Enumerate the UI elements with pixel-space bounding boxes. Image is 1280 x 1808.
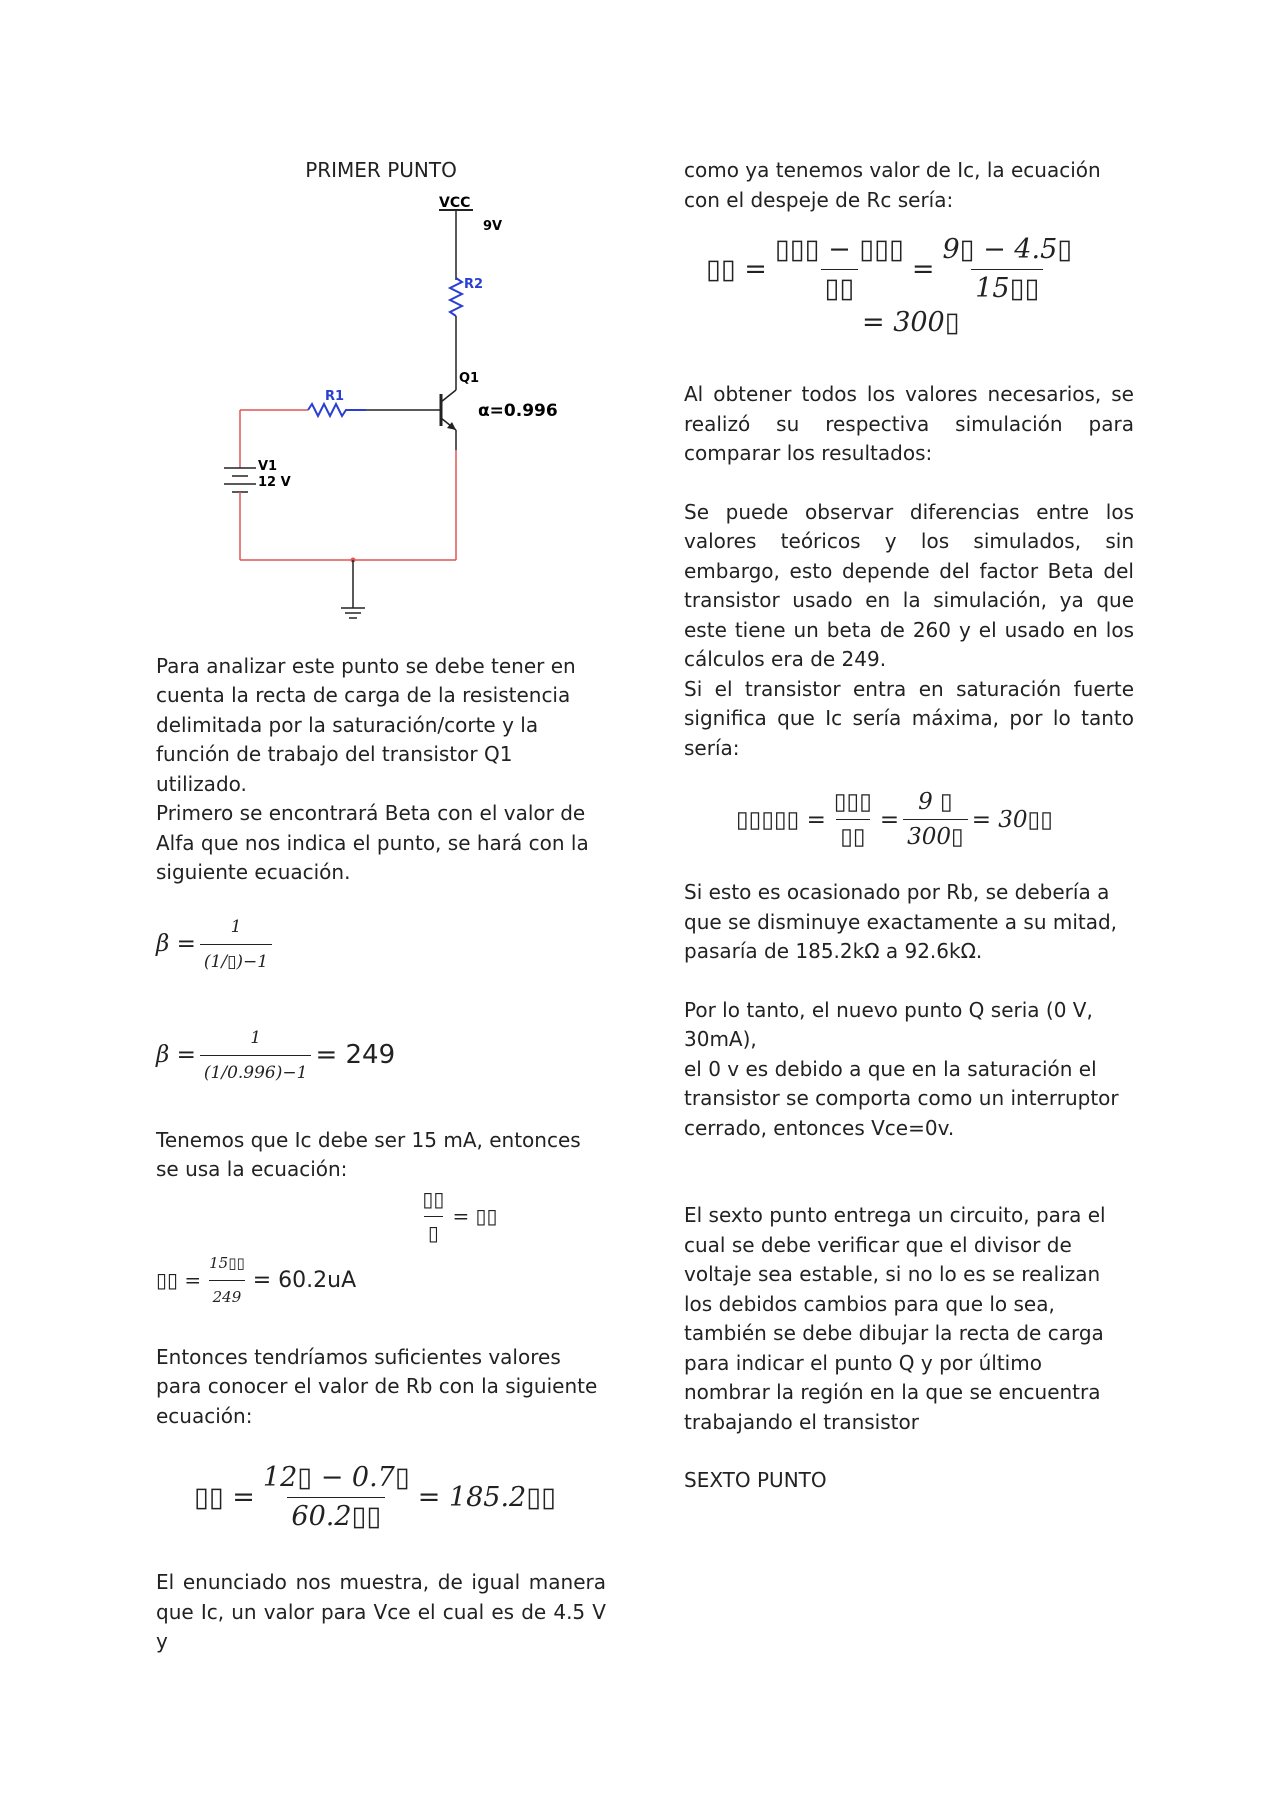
r2-label: R2: [464, 276, 484, 292]
eq-rc-fraction-1: [771, 233, 908, 306]
eq-beta2-num: 1: [250, 1027, 262, 1048]
equation-ib-1: [156, 1185, 606, 1249]
r1-label: R1: [325, 388, 345, 404]
equation-icsat: [684, 787, 1134, 852]
eq-icsat-equals: =: [879, 806, 900, 833]
eq-icsat-num2: 9 ▯: [918, 789, 953, 815]
eq-icsat-result: = 30▯▯: [971, 806, 1053, 833]
eq-ib2-den: 249: [209, 1280, 246, 1313]
eq-rb-lhs: ▯▯ =: [194, 1481, 255, 1513]
eq-beta1-num: 1: [230, 916, 242, 937]
eq-icsat-fraction-2: [903, 787, 968, 852]
heading-sexto-punto: SEXTO PUNTO: [684, 1468, 827, 1492]
eq-icsat-num1: ▯▯▯: [833, 789, 872, 815]
eq-rb-result: = 185.2▯▯: [417, 1481, 556, 1513]
eq-icsat-lhs: ▯▯▯▯▯ =: [736, 806, 826, 833]
eq-beta1-den: (1/▯)−1: [200, 944, 272, 977]
eq-ib2-num: 15▯▯: [209, 1253, 245, 1272]
eq-rc-num1: ▯▯▯ − ▯▯▯: [774, 234, 904, 265]
left-paragraph-5: El enunciado nos muestra, de igual manera que Ic, un valor para Vce el cual es de 4.5 V y: [156, 1570, 606, 1653]
equation-ib-2: [156, 1249, 606, 1313]
right-paragraph-3: Se puede observar diferencias entre los valores teóricos y los simulados, sin embargo, esto depende del factor Beta del transistor usado en la simulación, ya que este tiene un beta de 260 y el usado en los cálculos era de 249.: [684, 499, 1134, 671]
vcc-value: 9V: [483, 218, 503, 234]
r1-resistor: [308, 404, 366, 416]
eq-rc-den2: 15▯▯: [971, 269, 1043, 306]
eq-rc-equals: =: [911, 253, 935, 285]
eq-beta2-result: = 249: [315, 1040, 396, 1070]
eq-icsat-fraction-1: [830, 787, 876, 852]
eq-ib-fraction: [418, 1185, 448, 1249]
eq-rb-num: 12▯ − 0.7▯: [262, 1462, 410, 1493]
eq-rc-result: = 300▯: [862, 307, 960, 338]
q1-collector: [441, 390, 456, 402]
alpha-label: α=0.996: [478, 400, 558, 421]
equation-beta-2: [156, 1023, 606, 1088]
eq-rb-fraction: [259, 1461, 414, 1534]
eq-beta2-den: (1/0.996)−1: [200, 1055, 312, 1088]
eq-icsat-den1: ▯▯: [836, 819, 869, 852]
eq-beta1-lhs: β =: [156, 931, 196, 957]
v1-value: 12 V: [258, 474, 291, 490]
left-paragraph-3: Tenemos que Ic debe ser 15 mA, entonces se usa la ecuación:: [156, 1127, 581, 1181]
eq-ib2-fraction: [205, 1249, 249, 1313]
right-paragraph-4: Si el transistor entra en saturación fuerte significa que Ic sería máxima, por lo tanto sería:: [684, 676, 1134, 760]
eq-rc-num2: 9▯ − 4.5▯: [942, 234, 1073, 265]
left-column: [156, 156, 606, 1657]
right-paragraph-5: Si esto es ocasionado por Rb, se debería a que se disminuye exactamente a su mitad, pasaría de 185.2kΩ a 92.6kΩ.: [684, 880, 1118, 963]
right-column: [684, 156, 1134, 1496]
right-paragraph-2: Al obtener todos los valores necesarios, se realizó su respectiva simulación para comparar los resultados:: [684, 382, 1134, 465]
r2-resistor: [450, 278, 462, 316]
heading-primer-punto: PRIMER PUNTO: [305, 158, 457, 182]
eq-ib-rhs: = ▯▯: [452, 1203, 498, 1228]
eq-ib-num: ▯▯: [422, 1186, 445, 1211]
vcc-label: VCC: [439, 194, 471, 211]
circuit-diagram: [156, 190, 606, 630]
eq-beta2-lhs: β =: [156, 1042, 196, 1068]
right-paragraph-7: el 0 v es debido a que en la saturación el transistor se comporta como un interruptor cerrado, entonces Vce=0v.: [684, 1056, 1119, 1140]
right-paragraph-8: El sexto punto entrega un circuito, para el cual se debe verificar que el divisor de voltaje sea estable, si no lo es se realizan los debidos cambios para que lo sea, también se debe dibujar la recta de carga para indicar el punto Q y por último nombrar la región en la que se encuentra trabajando el transistor: [684, 1203, 1106, 1434]
right-paragraph-1: como ya tenemos valor de Ic, la ecuación con el despeje de Rc sería:: [684, 158, 1101, 212]
eq-ib2-result: = 60.2uA: [252, 1267, 357, 1293]
q1-label: Q1: [459, 370, 480, 386]
v1-label: V1: [258, 458, 278, 474]
eq-ib2-lhs: ▯▯ =: [156, 1267, 202, 1292]
eq-rc-fraction-2: [938, 233, 1076, 306]
right-paragraph-6: Por lo tanto, el nuevo punto Q seria (0 V, 30mA),: [684, 997, 1093, 1051]
equation-rc: [684, 233, 1134, 306]
eq-rc-lhs: ▯▯ =: [706, 253, 767, 285]
left-paragraph-2: Primero se encontrará Beta con el valor de Alfa que nos indica el punto, se hará con la siguiente ecuación.: [156, 801, 589, 884]
eq-icsat-den2: 300▯: [903, 819, 968, 852]
eq-beta2-fraction: [200, 1023, 312, 1088]
equation-rb: [156, 1461, 606, 1534]
left-paragraph-1: Para analizar este punto se debe tener en cuenta la recta de carga de la resistencia delimitada por la saturación/corte y la función de trabajo del transistor Q1 utilizado.: [156, 653, 576, 796]
equation-beta-1: [156, 912, 606, 977]
eq-ib-den: ▯: [424, 1216, 443, 1249]
left-paragraph-4: Entonces tendríamos suficientes valores para conocer el valor de Rb con la siguiente ecuación:: [156, 1344, 598, 1428]
eq-beta1-fraction: [200, 912, 272, 977]
eq-rb-den: 60.2▯▯: [287, 1497, 385, 1534]
eq-rc-den1: ▯▯: [821, 269, 859, 306]
